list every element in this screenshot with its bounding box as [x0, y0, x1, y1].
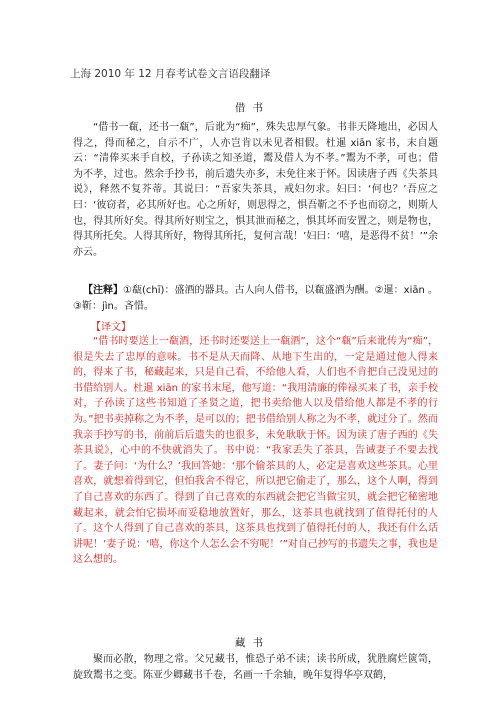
annotation-body: ①瓻(chī)：盛酒的器具。古人向人借书，以瓻盛酒为酬。②暹：xiān 。③靳：jìn。吝惜。	[73, 285, 439, 312]
section-title-collect-books: 藏 书	[234, 637, 266, 649]
annotation-block	[73, 283, 438, 314]
translation-block	[73, 334, 438, 568]
second-text: 聚而必散，物理之常。父兄藏书，惟恐子弟不读；读书所成，犹胜腐烂篋笥，旋致鬻书之变。陈亚少卿藏书千卷，名画一千余轴，晚年复得华亭双鹤，	[73, 654, 438, 681]
translation-label: 【译文】	[91, 322, 131, 333]
annotation-label: 【注释】	[83, 285, 124, 296]
second-text-block	[73, 652, 438, 683]
annotation-text	[73, 283, 438, 314]
document-title: 上海 2010 年 12 月春考试卷文言语段翻译	[70, 68, 271, 80]
translation-text: “借书时要送上一瓻酒，还书时还要送上一瓻酒”，这个“瓻”后来讹传为“痴”，很是失去了忠厚的意味。书不是从天而降、从地下生出的，一定是通过他人得来的，得来了书，秘藏起来，只是自己看，不给他人看，人们也不肯把自己没见过的书借给别人。杜暹 xiān 的家书末尾，他写道：“我用清廉的俸禄买来了书，亲手校对，子孙读了这些书知道了圣贤之道，把书卖给他人以及借给他人都是不孝的行为。”把书卖掉称之为不孝，是可以的；把书借给别人称之为不孝，就过分了。然而我亲手抄写的书，前前后后遗失的也很多，未免耿耿于怀。因为读了唐子西的《失茶具说》，心中的不快就消失了。书中说：“我家丢失了茶具，告诫妻子不要去找了。妻子问：‘为什么？’我回答她：‘那个偷茶具的人，必定是喜欢这些茶具。心里喜欢，就想着得到它，但怕我舍不得它，所以把它偷走了，那么，这个人啊，得到了自己喜欢的东西了。得到了自己喜欢的东西就会把它当做宝贝，就会把它秘密地藏起来，就会怕它损坏而妥稳地放置好，那么，这茶具也就找到了值得托付的人了。这个人得到了自己喜欢的茶具，这茶具也找到了值得托付的人，我还有什么话讲呢！’妻子说：‘嘻，你这个人怎么会不穷呢！’”对自己抄写的书遗失之事，我也是这么想的。	[73, 336, 438, 566]
section-title-borrow-books: 借 书	[234, 102, 266, 114]
original-text: “借书一瓻，还书一瓻”，后讹为“痴”，殊失忠厚气象。书非天降地出，必因人得之，得而秘之，自示不广，人亦岂肯以未见者相假。杜暹 xiān 家书，末自题云：“清俸买来手自校，子孙读之知圣道，鬻及借人为不孝。”鬻为不孝，可也；借为不孝，过也。然余手抄书，前后遗失亦多，未免往来于怀。因读唐子西《失茶具说》，释然不复芥蒂。其说曰：“吾家失茶具，戒妇勿求。妇曰：‘何也？’吾应之曰：‘彼窃者，必其所好也。心之所好，则思得之，惧吾靳之不予也而窃之，则斯人也，得其所好矣。得其所好则宝之，惧其泄而秘之，惧其坏而安置之，则是物也，得其所托矣。人得其所好，物得其所托，复何言哉！’妇曰：‘嘻，是恶得不贫！’”余亦云。	[73, 122, 438, 258]
original-text-block	[73, 120, 438, 260]
